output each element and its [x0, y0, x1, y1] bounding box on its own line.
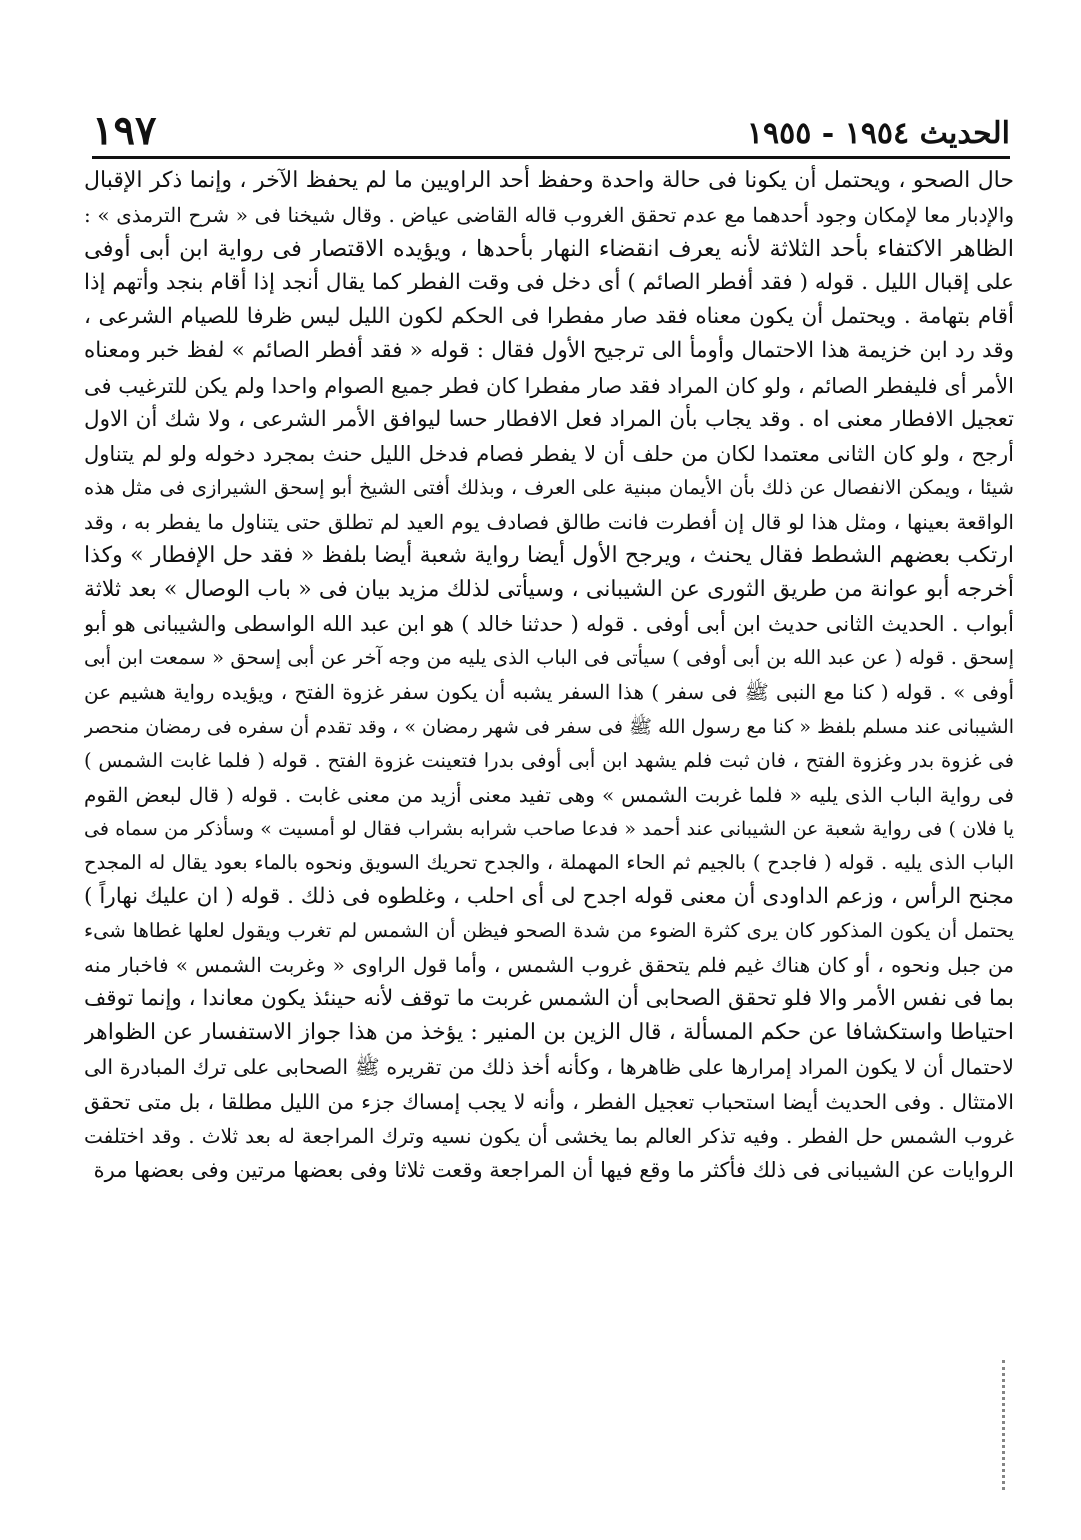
text-line: لاحتمال أن لا يكون المراد إمرارها على ظاهرها ، وكأنه أخذ ذلك من تقريره ﷺ الصحابى على ترك المبادرة الى — [84, 1055, 1014, 1080]
text-line: احتياطا واستكشافا عن حكم المسألة ، قال الزين بن المنير : يؤخذ من هذا جواز الاستفسار عن الظواهر — [84, 1020, 1014, 1046]
text-line: مجنح الرأس ، وزعم الداودى أن معنى قوله اجدح لى أى احلب ، وغلطوه فى ذلك . قوله ( ان عليك نهاراً ) — [84, 883, 1014, 909]
text-line: الروايات عن الشيبانى فى ذلك فأكثر ما وقع فيها أن المراجعة وقعت ثلاثا وفى بعضها مرتين وفى بعضها مرة — [93, 1157, 1014, 1182]
text-line: غروب الشمس حل الفطر . وفيه تذكر العالم بما يخشى أن يكون نسيه وترك المراجعة له بعد ثلاث . وقد اختلفت — [84, 1123, 1014, 1148]
text-line: حال الصحو ، ويحتمل أن يكونا فى حالة واحدة وحفظ أحد الراويين ما لم يحفظ الآخر ، وإنما ذكر الإقبال — [84, 168, 1014, 193]
text-line: أرجح ، ولو كان الثانى معتمدا لكان من حلف أن لا يفطر فصام فدخل الليل حنث بمجرد دخوله ولو لم يتناول — [84, 441, 1014, 466]
text-line: فى غزوة بدر وغزوة الفتح ، فان ثبت فلم يشهد ابن أبى أوفى بدرا فتعينت غزوة الفتح . قوله ( فلما غابت الشمس ) — [84, 748, 1014, 772]
margin-mark — [1002, 1360, 1019, 1490]
text-line: الظاهر الاكتفاء بأحد الثلاثة لأنه يعرف انقضاء النهار بأحدها ، ويؤيده الاقتصار فى رواية ابن أبى أوفى — [84, 236, 1014, 263]
body-text — [84, 164, 1014, 1187]
text-line: من جبل ونحوه ، أو كان هناك غيم فلم يتحقق غروب الشمس ، وأما قول الراوى « وغربت الشمس » فاخبار منه — [84, 953, 1014, 978]
text-line: والإدبار معا لإمكان وجود أحدهما مع عدم تحقق الغروب قاله القاضى عياض . وقال شيخنا فى « شرح الترمذى » : — [84, 203, 1014, 228]
text-line: أقام بتهامة . ويحتمل أن يكون معناه فقد صار مفطرا فى الحكم لكون الليل ليس ظرفا للصيام الشرعى ، — [84, 304, 1014, 330]
header-title: الحديث ١٩٥٤ - ١٩٥٥ — [746, 116, 1010, 151]
header-divider — [92, 156, 1010, 159]
text-line: الشيبانى عند مسلم بلفظ « كنا مع رسول الله ﷺ فى سفر فى شهر رمضان » ، وقد تقدم أن سفره فى رمضان منحصر — [84, 715, 1014, 738]
text-line: الأمر أى فليفطر الصائم ، ولو كان المراد فقد صار مفطرا كان فطر جميع الصوام واحدا ولم يكن للترغيب فى — [84, 373, 1014, 398]
text-line: الواقعة بعينها ، ومثل هذا لو قال إن أفطرت فانت طالق فصادف يوم العيد لم تطلق حتى يتناول ما يفطر به ، وقد — [84, 509, 1014, 534]
text-line: تعجيل الافطار معنى اه . وقد يجاب بأن المراد فعل الافطار حسا ليوافق الأمر الشرعى ، ولا شك أن الاول — [84, 406, 1014, 432]
text-line: أخرجه أبو عوانة من طريق الثورى عن الشيبانى ، وسيأتى لذلك مزيد بيان فى « باب الوصال » بعد ثلاثة — [84, 577, 1014, 603]
text-line: الامتثال . وفى الحديث أيضا استحباب تعجيل الفطر ، وأنه لا يجب إمساك جزء من الليل مطلقا ، بل متى تحقق — [84, 1089, 1014, 1114]
text-line: أوفى » . قوله ( كنا مع النبى ﷺ فى سفر ) هذا السفر يشبه أن يكون سفر غزوة الفتح ، ويؤيده رواية هشيم عن — [84, 680, 1014, 705]
text-line: يا فلان ) فى رواية شعبة عن الشيبانى عند أحمد « فدعا صاحب شرابه بشراب فقال لو أمسيت » وسأذكر من سماه فى — [84, 817, 1014, 840]
text-line: أبواب . الحديث الثانى حديث ابن أبى أوفى . قوله ( حدثنا خالد ) هو ابن عبد الله الواسطى والشيبانى هو أبو — [84, 612, 1014, 637]
text-line: بما فى نفس الأمر والا فلو تحقق الصحابى أن الشمس غربت ما توقف لأنه حينئذ يكون معاندا ، وإنما توقف — [84, 986, 1014, 1012]
page-number: ١٩٧ — [92, 107, 157, 154]
text-line: وقد رد ابن خزيمة هذا الاحتمال وأومأ الى ترجيح الأول فقال : قوله « فقد أفطر الصائم » لفظ خبر ومعناه — [84, 338, 1014, 364]
page-header — [92, 108, 1010, 156]
text-line: شيئا ، ويمكن الانفصال عن ذلك بأن الأيمان مبنية على العرف ، وبذلك أفتى الشيخ أبو إسحق الشيرازى فى مثل هذه — [84, 475, 1014, 499]
text-line: ارتكب بعضهم الشطط فقال يحنث ، ويرجح الأول أيضا رواية شعبة أيضا بلفظ « فقد حل الإفطار » وكذا — [84, 543, 1014, 569]
text-line: على إقبال الليل . قوله ( فقد أفطر الصائم ) أى دخل فى وقت الفطر كما يقال أنجد إذا أقام بنجد وأتهم إذا — [84, 270, 1014, 296]
text-line: الباب الذى يليه . قوله ( فاجدح ) بالجيم ثم الحاء المهملة ، والجدح تحريك السويق ونحوه بالماء بعود يقال له المجدح — [84, 850, 1014, 874]
text-line: يحتمل أن يكون المذكور كان يرى كثرة الضوء من شدة الصحو فيظن أن الشمس لم تغرب ويقول لعلها غطاها شىء — [84, 919, 1014, 943]
text-line: فى رواية الباب الذى يليه « فلما غربت الشمس » وهى تفيد معنى أزيد من معنى غابت . قوله ( قال لبعض القوم — [84, 782, 1014, 807]
text-line: إسحق . قوله ( عن عبد الله بن أبى أوفى ) سيأتى فى الباب الذى يليه من وجه آخر عن أبى إسحق « سمعت ابن أبى — [84, 646, 1014, 670]
